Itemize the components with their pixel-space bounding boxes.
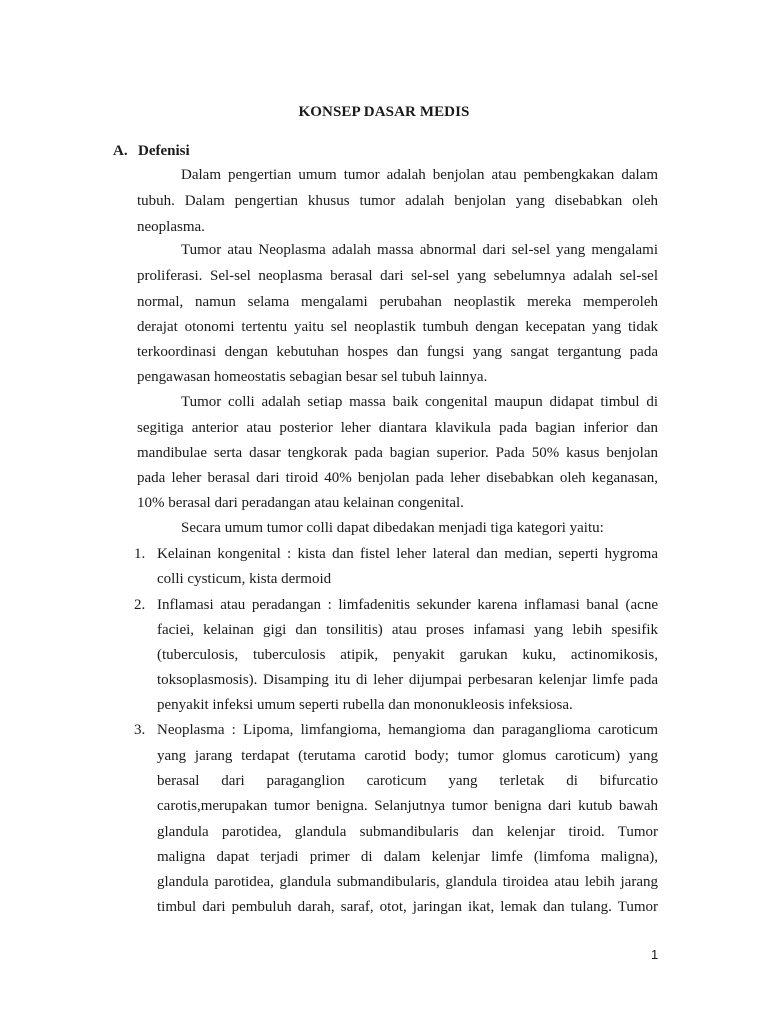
paragraph-line: pada leher berasal dari tiroid 40% benjolan pada leher disebabkan oleh keganasan, [137,470,658,486]
section-title: Defenisi [138,143,190,159]
list-number: 1. [134,546,146,562]
list-item-line: faciei, kelainan gigi dan tonsilitis) atau proses infamasi yang lebih spesifik [157,622,658,638]
list-item-line: timbul dari pembuluh darah, saraf, otot, jaringan ikat, lemak dan tulang. Tumor [157,899,658,915]
page-number: 1 [651,947,659,962]
list-number: 2. [134,597,146,613]
paragraph-line: mandibulae serta dasar tengkorak pada bagian superior. Pada 50% kasus benjolan [137,445,658,461]
paragraph-line: Dalam pengertian umum tumor adalah benjolan atau pembengkakan dalam [181,167,658,183]
paragraph-line: Tumor atau Neoplasma adalah massa abnormal dari sel-sel yang mengalami [181,242,658,258]
paragraph-line: derajat otonomi tertentu yaitu sel neoplastik tumbuh dengan kecepatan yang tidak [137,319,658,335]
paragraph-line: tubuh. Dalam pengertian khusus tumor adalah benjolan yang disebabkan oleh [137,193,658,209]
list-number: 3. [134,722,146,738]
list-item-line: glandula parotidea, glandula submandibularis, glandula tiroidea atau lebih jarang [157,874,658,890]
paragraph-line: 10% berasal dari peradangan atau kelainan congenital. [137,495,464,511]
paragraph-line: segitiga anterior atau posterior leher diantara klavikula pada bagian inferior dan [137,420,658,436]
paragraph-line: pengawasan homeostatis sebagian besar sel tubuh lainnya. [137,369,488,385]
list-item-line: colli cysticum, kista dermoid [157,571,332,587]
paragraph-line: Tumor colli adalah setiap massa baik congenital maupun didapat timbul di [181,394,658,410]
paragraph-line: proliferasi. Sel-sel neoplasma berasal dari sel-sel yang sebelumnya adalah sel-sel [137,268,658,284]
list-item-line: carotis,merupakan tumor benigna. Selanjutnya tumor benigna dari kutub bawah [157,798,658,814]
list-item-line: toksoplasmosis). Disamping itu di leher dijumpai perbesaran kelenjar limfe pada [157,672,658,688]
list-item-line: (tuberculosis, tuberculosis atipik, penyakit garukan kuku, actinomikosis, [157,647,658,663]
list-item-line: berasal dari paraganglion caroticum yang terletak di bifurcatio [157,773,658,789]
list-item-line: yang jarang terdapat (terutama carotid body; tumor glomus caroticum) yang [157,748,658,764]
paragraph-line: terkoordinasi dengan kebutuhan hospes dan fungsi yang sangat tergantung pada [137,344,658,360]
paragraph-line: normal, namun selama mengalami perubahan neoplastik mereka memperoleh [137,294,658,310]
list-item-line: Kelainan kongenital : kista dan fistel leher lateral dan median, seperti hygroma [157,546,658,562]
section-letter: A. [113,143,128,159]
document-title: KONSEP DASAR MEDIS [298,104,470,120]
paragraph-line: Secara umum tumor colli dapat dibedakan menjadi tiga kategori yaitu: [181,520,604,536]
list-item-line: Inflamasi atau peradangan : limfadenitis sekunder karena inflamasi banal (acne [157,597,658,613]
list-item-line: glandula parotidea, glandula submandibularis dan kelenjar tiroid. Tumor [157,824,658,840]
paragraph-line: neoplasma. [137,219,205,235]
list-item-line: penyakit infeksi umum seperti rubella dan mononukleosis infeksiosa. [157,697,573,713]
section-heading [113,143,190,160]
list-item-line: maligna dapat terjadi primer di dalam kelenjar limfe (limfoma maligna), [157,849,658,865]
list-item-line: Neoplasma : Lipoma, limfangioma, hemangioma dan paraganglioma caroticum [157,722,658,738]
